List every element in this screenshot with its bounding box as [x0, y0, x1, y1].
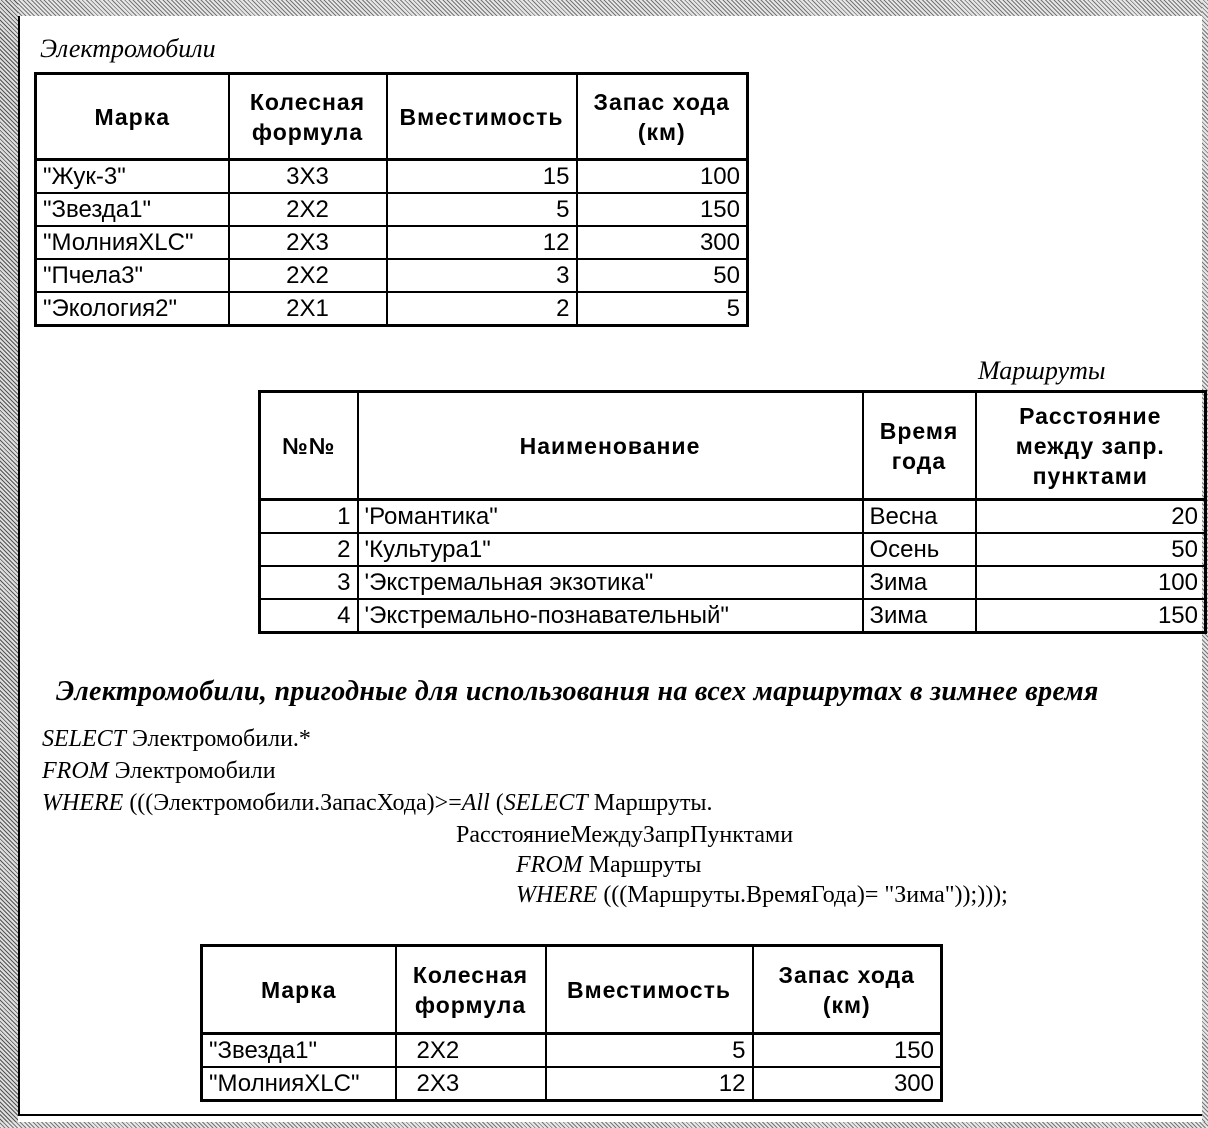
cell-capacity: 2 — [387, 292, 577, 326]
cell-range: 100 — [577, 160, 748, 194]
cell-distance: 100 — [976, 566, 1206, 599]
table-row — [36, 193, 748, 226]
table-row — [202, 1034, 942, 1068]
routes-header-season: Время года — [863, 392, 976, 500]
cell-wheels: 2X1 — [229, 292, 387, 326]
cell-brand: "Экология2" — [36, 292, 229, 326]
sql-text: (((Маршруты.ВремяГода)= "Зима"));))); — [597, 882, 1008, 908]
cell-number: 4 — [260, 599, 358, 633]
sql-keyword: WHERE — [516, 882, 598, 908]
sql-line-subwhere — [516, 882, 1008, 909]
inner-border-bottom — [18, 1114, 1202, 1116]
table-row — [260, 533, 1206, 566]
cars-table-title: Электромобили — [40, 34, 216, 63]
cell-brand: "Жук-3" — [36, 160, 229, 194]
cars-header-brand: Марка — [36, 74, 229, 160]
cell-wheels: 2X2 — [229, 259, 387, 292]
cell-number: 3 — [260, 566, 358, 599]
cell-capacity: 12 — [546, 1067, 753, 1101]
cell-brand: "Звезда1" — [36, 193, 229, 226]
sql-text: (((Электромобили.ЗапасХода)>= — [123, 790, 462, 816]
sql-text: Электромобили — [108, 758, 276, 784]
cars-table — [34, 72, 749, 327]
cell-distance: 50 — [976, 533, 1206, 566]
inner-border-left — [18, 16, 20, 1116]
routes-header-distance: Расстояние между запр. пунктами — [976, 392, 1206, 500]
table-row — [260, 599, 1206, 633]
sql-line-subfrom — [516, 852, 701, 879]
cell-brand: "МолнияXLC" — [202, 1067, 396, 1101]
cell-route-name: 'Культура1" — [358, 533, 863, 566]
sql-keyword: FROM — [516, 852, 583, 878]
table-row — [260, 500, 1206, 534]
routes-header-number: №№ — [260, 392, 358, 500]
table-row — [36, 226, 748, 259]
result-header-brand: Марка — [202, 946, 396, 1034]
cell-wheels: 2X2 — [229, 193, 387, 226]
cell-range: 5 — [577, 292, 748, 326]
result-header-range: Запас хода (км) — [753, 946, 942, 1034]
frame-bottom — [0, 1122, 1208, 1128]
routes-header-name: Наименование — [358, 392, 863, 500]
cell-capacity: 15 — [387, 160, 577, 194]
cars-header-capacity: Вместимость — [387, 74, 577, 160]
cell-capacity: 12 — [387, 226, 577, 259]
sql-text: Маршруты. — [587, 790, 713, 816]
cell-range: 50 — [577, 259, 748, 292]
cell-route-name: 'Экстремальная экзотика" — [358, 566, 863, 599]
sql-text: Маршруты — [582, 852, 702, 878]
cell-distance: 20 — [976, 500, 1206, 534]
cell-range: 150 — [577, 193, 748, 226]
routes-table-title: Маршруты — [978, 356, 1106, 385]
table-row — [36, 259, 748, 292]
sql-keyword: FROM — [42, 758, 109, 784]
cell-route-name: 'Романтика" — [358, 500, 863, 534]
sql-keyword: SELECT — [42, 726, 127, 752]
cars-header-wheels: Колесная формула — [229, 74, 387, 160]
result-header-wheels: Колесная формула — [396, 946, 546, 1034]
table-row — [36, 292, 748, 326]
cell-wheels: 2X3 — [229, 226, 387, 259]
cell-wheels: 2X2 — [396, 1034, 546, 1068]
table-row — [36, 160, 748, 194]
cell-brand: "МолнияXLC" — [36, 226, 229, 259]
sql-text: ( — [489, 790, 504, 816]
cell-range: 300 — [753, 1067, 942, 1101]
sql-text: РасстояниеМеждуЗапрПунктами — [456, 822, 794, 848]
cell-number: 1 — [260, 500, 358, 534]
routes-table — [258, 390, 1207, 634]
cell-season: Осень — [863, 533, 976, 566]
cell-capacity: 5 — [546, 1034, 753, 1068]
cell-range: 150 — [753, 1034, 942, 1068]
query-heading: Электромобили, пригодные для использования на всех маршрутах в зимнее время — [56, 676, 1099, 707]
result-header-capacity: Вместимость — [546, 946, 753, 1034]
cell-season: Весна — [863, 500, 976, 534]
frame-top — [0, 0, 1208, 16]
sql-text: Электромобили.* — [126, 726, 311, 752]
cell-capacity: 3 — [387, 259, 577, 292]
result-table — [200, 944, 943, 1102]
sql-line-where — [42, 790, 713, 817]
sql-keyword: SELECT — [503, 790, 588, 816]
sql-keyword: All — [461, 790, 490, 816]
cell-season: Зима — [863, 566, 976, 599]
table-row — [260, 566, 1206, 599]
cell-capacity: 5 — [387, 193, 577, 226]
cell-distance: 150 — [976, 599, 1206, 633]
cars-header-range: Запас хода (км) — [577, 74, 748, 160]
cell-wheels: 3X3 — [229, 160, 387, 194]
cell-brand: "Звезда1" — [202, 1034, 396, 1068]
cell-number: 2 — [260, 533, 358, 566]
sql-keyword: WHERE — [42, 790, 124, 816]
cell-brand: "Пчела3" — [36, 259, 229, 292]
cell-season: Зима — [863, 599, 976, 633]
sql-line-column — [456, 822, 793, 849]
table-row — [202, 1067, 942, 1101]
sql-line-select — [42, 726, 311, 753]
frame-left — [0, 0, 18, 1128]
cell-route-name: 'Экстремально-познавательный" — [358, 599, 863, 633]
sql-line-from — [42, 758, 276, 785]
cell-range: 300 — [577, 226, 748, 259]
cell-wheels: 2X3 — [396, 1067, 546, 1101]
